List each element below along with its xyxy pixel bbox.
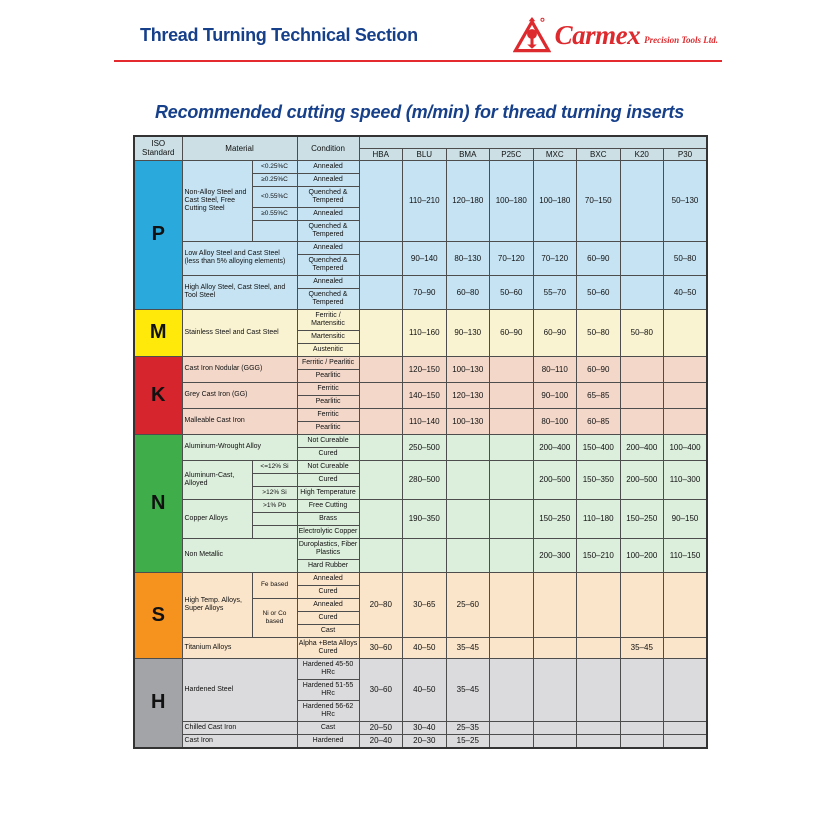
speed-cell-P30: 100–400 (664, 434, 708, 460)
iso-standard-header: ISO Standard (134, 136, 182, 160)
speed-cell-P25C: 50–60 (490, 275, 534, 309)
speed-cell-HBA (359, 382, 403, 408)
material-sub-cell: ≥0.55%C (252, 207, 297, 220)
grade-header-BXC: BXC (577, 148, 621, 160)
condition-cell: Cast (297, 624, 359, 637)
speed-cell-P25C (490, 434, 534, 460)
material-header: Material (182, 136, 297, 160)
speed-cell-BLU: 120–150 (403, 356, 447, 382)
table-row (134, 382, 707, 395)
condition-cell: Hard Rubber (297, 559, 359, 572)
speed-cell-MXC (533, 721, 577, 734)
speed-cell-MXC: 90–100 (533, 382, 577, 408)
speed-cell-P25C (490, 637, 534, 658)
speed-cell-MXC: 100–180 (533, 160, 577, 241)
iso-label-M: M (134, 309, 182, 356)
speed-cell-BLU: 30–40 (403, 721, 447, 734)
speed-cell-P25C (490, 499, 534, 538)
speed-cell-MXC: 200–300 (533, 538, 577, 572)
iso-label-H: H (134, 658, 182, 748)
speed-cell-K20 (620, 241, 664, 275)
condition-cell: Not Cureable (297, 460, 359, 473)
speed-cell-K20: 200–500 (620, 460, 664, 499)
condition-cell: Hardened 56-62 HRc (297, 700, 359, 721)
grade-header-P30: P30 (664, 148, 708, 160)
speed-cell-P30 (664, 734, 708, 748)
grade-header-HBA: HBA (359, 148, 403, 160)
speed-cell-MXC: 60–90 (533, 309, 577, 356)
material-sub-cell (252, 525, 297, 538)
speed-cell-BMA: 35–45 (446, 637, 490, 658)
speed-cell-BMA: 60–80 (446, 275, 490, 309)
speed-cell-BMA: 90–130 (446, 309, 490, 356)
speed-cell-BLU: 250–500 (403, 434, 447, 460)
speed-cell-BMA (446, 434, 490, 460)
speed-cell-BXC: 150–350 (577, 460, 621, 499)
condition-cell: Quenched & Tempered (297, 186, 359, 207)
grade-header-K20: K20 (620, 148, 664, 160)
speed-cell-HBA (359, 460, 403, 499)
table-row (134, 499, 707, 512)
speed-cell-MXC: 80–100 (533, 408, 577, 434)
speed-cell-MXC (533, 572, 577, 637)
speed-cell-BMA: 35–45 (446, 658, 490, 721)
material-sub-cell: Ni or Co based (252, 598, 297, 637)
material-sub-cell: >1% Pb (252, 499, 297, 512)
speed-cell-BXC: 150–210 (577, 538, 621, 572)
table-row (134, 160, 707, 173)
condition-cell: Annealed (297, 572, 359, 585)
cutting-speed-table (133, 135, 708, 749)
speed-cell-BXC (577, 658, 621, 721)
table-row (134, 734, 707, 748)
speed-cell-P25C: 100–180 (490, 160, 534, 241)
speed-cell-HBA (359, 275, 403, 309)
speed-cell-K20 (620, 275, 664, 309)
table-row (134, 658, 707, 679)
speed-cell-HBA (359, 408, 403, 434)
speed-cell-P25C (490, 538, 534, 572)
condition-cell: Free Cutting (297, 499, 359, 512)
material-cell: Copper Alloys (182, 499, 252, 538)
material-cell: Cast Iron (182, 734, 297, 748)
speed-cell-BXC: 65–85 (577, 382, 621, 408)
speed-cell-P30 (664, 658, 708, 721)
table-row (134, 309, 707, 330)
speed-cell-BLU: 20–30 (403, 734, 447, 748)
iso-label-N: N (134, 434, 182, 572)
speed-cell-P25C (490, 408, 534, 434)
carmex-emblem-icon (513, 16, 551, 54)
speed-cell-BXC: 150–400 (577, 434, 621, 460)
material-sub-cell (252, 512, 297, 525)
speed-cell-BLU (403, 538, 447, 572)
table-row (134, 637, 707, 658)
speed-cell-MXC: 150–250 (533, 499, 577, 538)
speed-cell-P25C: 70–120 (490, 241, 534, 275)
material-sub-cell: <0.55%C (252, 186, 297, 207)
page-title: Thread Turning Technical Section (140, 24, 418, 45)
iso-label-S: S (134, 572, 182, 658)
material-sub-cell (252, 220, 297, 241)
condition-cell: Annealed (297, 241, 359, 254)
condition-cell: Pearlitic (297, 395, 359, 408)
speed-cell-BMA: 120–130 (446, 382, 490, 408)
carmex-brand-text: Carmex (554, 19, 641, 50)
speed-cell-BMA: 120–180 (446, 160, 490, 241)
speed-cell-BXC: 60–90 (577, 241, 621, 275)
speed-cell-P25C (490, 721, 534, 734)
grade-header-P25C: P25C (490, 148, 534, 160)
condition-cell: Hardened (297, 734, 359, 748)
speed-cell-MXC: 70–120 (533, 241, 577, 275)
speed-cell-BXC: 110–180 (577, 499, 621, 538)
speed-cell-K20: 100–200 (620, 538, 664, 572)
condition-cell: Pearlitic (297, 421, 359, 434)
top-header-bar (114, 16, 722, 62)
speed-cell-BXC: 60–90 (577, 356, 621, 382)
speed-cell-BLU: 110–140 (403, 408, 447, 434)
material-cell: Aluminum-Wrought Alloy (182, 434, 297, 460)
grade-header-MXC: MXC (533, 148, 577, 160)
condition-cell: Ferritic (297, 408, 359, 421)
speed-cell-BLU: 40–50 (403, 658, 447, 721)
speed-cell-P25C (490, 658, 534, 721)
speed-cell-BXC: 70–150 (577, 160, 621, 241)
material-cell: Cast Iron Nodular (GGG) (182, 356, 297, 382)
speed-cell-P25C: 60–90 (490, 309, 534, 356)
condition-cell: Pearlitic (297, 369, 359, 382)
material-cell: High Temp. Alloys, Super Alloys (182, 572, 252, 637)
condition-cell: Ferritic / Pearlitic (297, 356, 359, 369)
material-cell: High Alloy Steel, Cast Steel, and Tool Steel (182, 275, 297, 309)
condition-cell: Duroplastics, Fiber Plastics (297, 538, 359, 559)
speed-cell-P25C (490, 734, 534, 748)
speed-cell-P25C (490, 382, 534, 408)
material-sub-cell: <0.25%C (252, 160, 297, 173)
cutting-speed-table-container (133, 135, 836, 749)
material-cell: Titanium Alloys (182, 637, 297, 658)
condition-cell: Electrolytic Copper (297, 525, 359, 538)
speed-cell-P30: 50–80 (664, 241, 708, 275)
speed-cell-K20 (620, 658, 664, 721)
speed-cell-P30: 40–50 (664, 275, 708, 309)
speed-cell-K20: 150–250 (620, 499, 664, 538)
table-row (134, 356, 707, 369)
condition-cell: Quenched & Tempered (297, 220, 359, 241)
material-sub-cell: <=12% Si (252, 460, 297, 473)
speed-cell-HBA: 20–50 (359, 721, 403, 734)
speed-cell-HBA (359, 499, 403, 538)
speed-cell-K20 (620, 160, 664, 241)
speed-cell-HBA (359, 160, 403, 241)
table-row (134, 408, 707, 421)
condition-cell: Hardened 45-50 HRc (297, 658, 359, 679)
grade-header-spacer (359, 136, 707, 148)
material-cell: Stainless Steel and Cast Steel (182, 309, 297, 356)
table-row (134, 538, 707, 559)
speed-cell-BXC (577, 572, 621, 637)
speed-cell-MXC: 80–110 (533, 356, 577, 382)
material-cell: Non Metallic (182, 538, 297, 572)
speed-cell-P25C (490, 572, 534, 637)
speed-cell-HBA: 30–60 (359, 658, 403, 721)
material-cell: Low Alloy Steel and Cast Steel (less than 5% alloying elements) (182, 241, 297, 275)
condition-cell: Annealed (297, 275, 359, 288)
speed-cell-K20 (620, 356, 664, 382)
speed-cell-P30 (664, 309, 708, 356)
table-row (134, 434, 707, 447)
speed-cell-P25C (490, 460, 534, 499)
condition-cell: Ferritic / Martensitic (297, 309, 359, 330)
speed-cell-BMA (446, 499, 490, 538)
speed-cell-BXC (577, 637, 621, 658)
table-row (134, 275, 707, 288)
condition-cell: Annealed (297, 160, 359, 173)
iso-label-P: P (134, 160, 182, 309)
speed-cell-P30: 110–150 (664, 538, 708, 572)
speed-cell-MXC (533, 658, 577, 721)
material-cell: Grey Cast Iron (GG) (182, 382, 297, 408)
carmex-suffix-text: Precision Tools Ltd. (644, 35, 718, 45)
material-cell: Aluminum-Cast, Alloyed (182, 460, 252, 499)
speed-cell-K20 (620, 572, 664, 637)
speed-cell-K20: 200–400 (620, 434, 664, 460)
speed-cell-BLU: 140–150 (403, 382, 447, 408)
condition-cell: Hardened 51-55 HRc (297, 679, 359, 700)
condition-cell: Annealed (297, 598, 359, 611)
speed-cell-BMA: 80–130 (446, 241, 490, 275)
speed-cell-BLU: 70–90 (403, 275, 447, 309)
material-cell: Hardened Steel (182, 658, 297, 721)
speed-cell-BXC (577, 734, 621, 748)
speed-cell-P30: 90–150 (664, 499, 708, 538)
speed-cell-BLU: 280–500 (403, 460, 447, 499)
material-sub-cell: Fe based (252, 572, 297, 598)
speed-cell-HBA: 20–40 (359, 734, 403, 748)
condition-cell: Annealed (297, 207, 359, 220)
grade-header-BLU: BLU (403, 148, 447, 160)
speed-cell-P30: 110–300 (664, 460, 708, 499)
speed-cell-BMA: 25–35 (446, 721, 490, 734)
speed-cell-MXC: 200–500 (533, 460, 577, 499)
condition-cell: Cured (297, 611, 359, 624)
speed-cell-HBA (359, 434, 403, 460)
material-cell: Non-Alloy Steel and Cast Steel, Free Cutting Steel (182, 160, 252, 241)
speed-cell-BMA: 100–130 (446, 356, 490, 382)
condition-cell: Austenitic (297, 343, 359, 356)
speed-cell-K20: 35–45 (620, 637, 664, 658)
table-row (134, 460, 707, 473)
speed-cell-P30: 50–130 (664, 160, 708, 241)
carmex-logo (513, 16, 718, 54)
grade-header-BMA: BMA (446, 148, 490, 160)
speed-cell-BLU: 110–160 (403, 309, 447, 356)
condition-cell: Cast (297, 721, 359, 734)
section-title: Recommended cutting speed (m/min) for thread turning inserts (154, 102, 685, 122)
condition-cell: Quenched & Tempered (297, 288, 359, 309)
speed-cell-K20: 50–80 (620, 309, 664, 356)
speed-cell-BMA (446, 460, 490, 499)
speed-cell-P25C (490, 356, 534, 382)
speed-cell-MXC (533, 637, 577, 658)
table-row (134, 241, 707, 254)
condition-cell: Ferritic (297, 382, 359, 395)
speed-cell-HBA (359, 241, 403, 275)
condition-cell: Cured (297, 447, 359, 460)
speed-cell-P30 (664, 637, 708, 658)
condition-cell: Not Cureable (297, 434, 359, 447)
table-row (134, 572, 707, 585)
speed-cell-MXC: 200–400 (533, 434, 577, 460)
speed-cell-P30 (664, 572, 708, 637)
speed-cell-K20 (620, 734, 664, 748)
speed-cell-HBA: 20–80 (359, 572, 403, 637)
speed-cell-HBA: 30–60 (359, 637, 403, 658)
condition-cell: Brass (297, 512, 359, 525)
material-sub-cell: ≥0.25%C (252, 173, 297, 186)
speed-cell-BLU: 190–350 (403, 499, 447, 538)
material-sub-cell (252, 473, 297, 486)
condition-cell: Cured (297, 473, 359, 486)
speed-cell-P30 (664, 356, 708, 382)
condition-cell: Cured (297, 585, 359, 598)
condition-cell: Annealed (297, 173, 359, 186)
speed-cell-BXC: 60–85 (577, 408, 621, 434)
speed-cell-P30 (664, 408, 708, 434)
speed-cell-BLU: 110–210 (403, 160, 447, 241)
speed-cell-P30 (664, 721, 708, 734)
speed-cell-BLU: 90–140 (403, 241, 447, 275)
speed-cell-K20 (620, 382, 664, 408)
speed-cell-BMA: 15–25 (446, 734, 490, 748)
speed-cell-BLU: 40–50 (403, 637, 447, 658)
condition-cell: Martensitic (297, 330, 359, 343)
material-cell: Malleable Cast Iron (182, 408, 297, 434)
speed-cell-HBA (359, 538, 403, 572)
condition-header: Condition (297, 136, 359, 160)
speed-cell-MXC (533, 734, 577, 748)
condition-cell: Alpha +Beta Alloys Cured (297, 637, 359, 658)
iso-label-K: K (134, 356, 182, 434)
speed-cell-BXC: 50–80 (577, 309, 621, 356)
speed-cell-MXC: 55–70 (533, 275, 577, 309)
speed-cell-K20 (620, 721, 664, 734)
condition-cell: High Temperature (297, 486, 359, 499)
speed-cell-P30 (664, 382, 708, 408)
material-cell: Chilled Cast Iron (182, 721, 297, 734)
speed-cell-HBA (359, 309, 403, 356)
speed-cell-BMA: 25–60 (446, 572, 490, 637)
speed-cell-HBA (359, 356, 403, 382)
speed-cell-BMA: 100–130 (446, 408, 490, 434)
speed-cell-BLU: 30–65 (403, 572, 447, 637)
condition-cell: Quenched & Tempered (297, 254, 359, 275)
material-sub-cell: >12% Si (252, 486, 297, 499)
speed-cell-K20 (620, 408, 664, 434)
speed-cell-BXC: 50–60 (577, 275, 621, 309)
speed-cell-BXC (577, 721, 621, 734)
table-row (134, 721, 707, 734)
speed-cell-BMA (446, 538, 490, 572)
